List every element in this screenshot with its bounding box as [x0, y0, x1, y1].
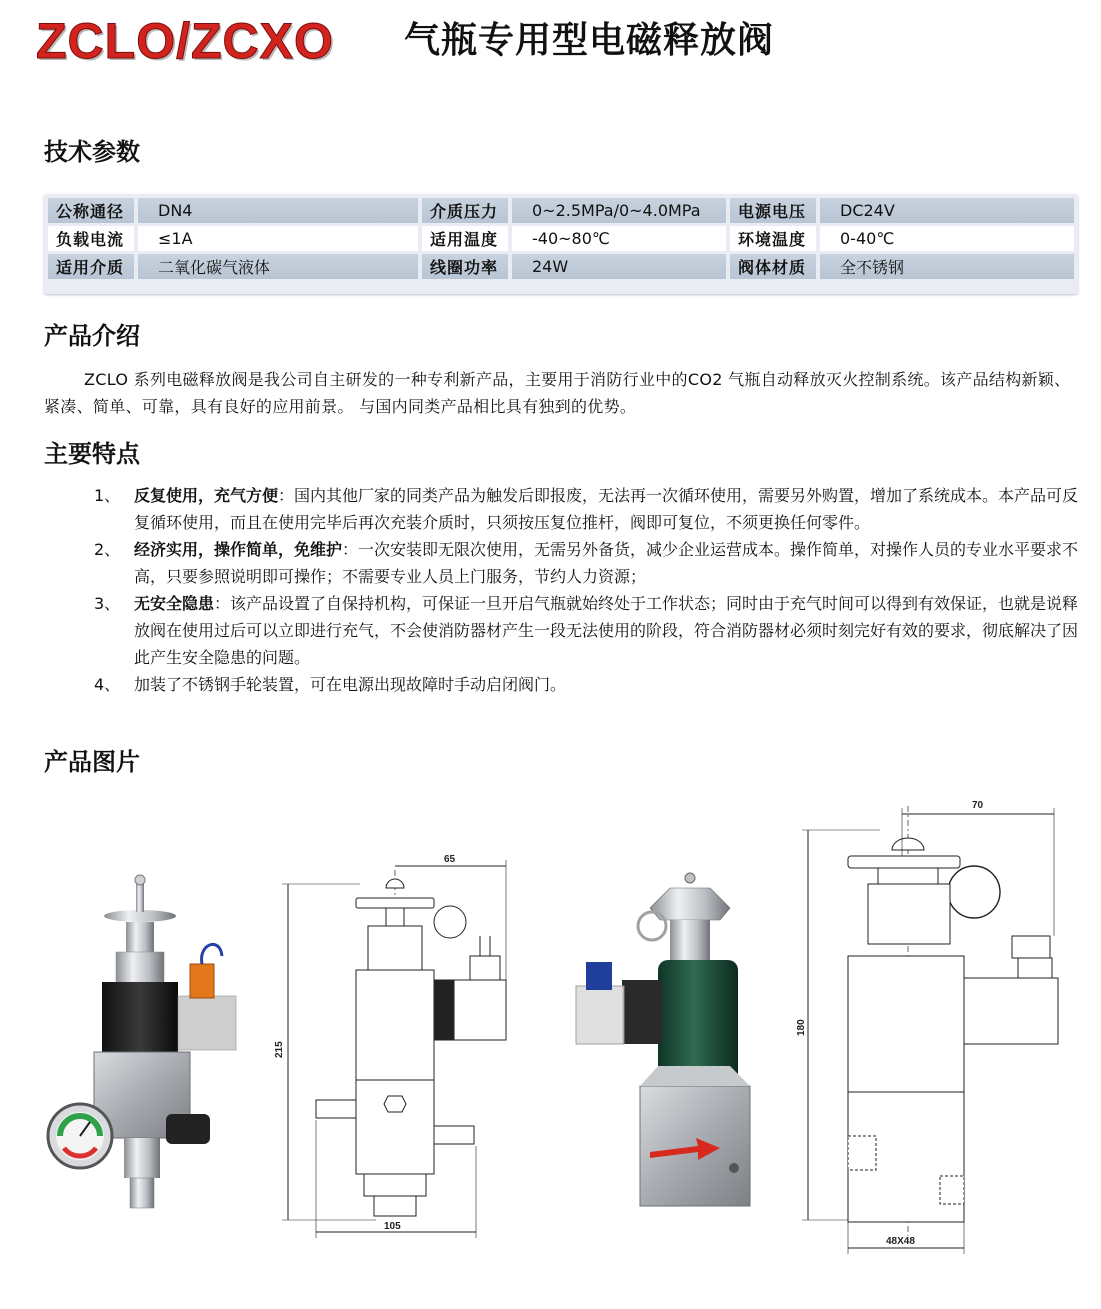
feature-list [94, 482, 1084, 698]
technical-drawing-1 [282, 860, 506, 1238]
feature-item [94, 482, 1084, 536]
spec-label: 介质压力 [422, 198, 508, 223]
spec-label: 阀体材质 [730, 254, 816, 279]
spec-value: -40~80℃ [512, 226, 726, 251]
technical-drawing-2 [802, 806, 1058, 1254]
feature-number: 4、 [94, 675, 121, 694]
feature-title: 反复使用，充气方便 [134, 486, 279, 505]
spec-label: 线圈功率 [422, 254, 508, 279]
feature-sep: ： [278, 486, 295, 505]
spec-label: 环境温度 [730, 226, 816, 251]
product-pictures-svg [30, 796, 1090, 1266]
product-pictures [30, 796, 1090, 1266]
spec-value: 全不锈钢 [820, 254, 1074, 279]
feature-title: 经济实用，操作简单，免维护 [134, 540, 343, 559]
spec-value: DC24V [820, 198, 1074, 223]
spec-table [44, 194, 1078, 294]
page-title: 气瓶专用型电磁释放阀 [404, 19, 775, 61]
spec-row [48, 198, 1074, 223]
dimension-label: 70 [972, 800, 984, 811]
feature-sep: ： [214, 594, 231, 613]
spec-value: 二氧化碳气液体 [138, 254, 418, 279]
feature-text: 国内其他厂家的同类产品为触发后即报废，无法再一次循环使用，需要另外购置，增加了系统成本。本产品可反复循环使用，而且在使用完毕后再次充装介质时，只须按压复位推杆，阀即可复位，不须更换任何零件。 [134, 486, 1079, 532]
section-heading-intro: 产品介绍 [44, 322, 140, 350]
spec-label: 电源电压 [730, 198, 816, 223]
feature-number: 3、 [94, 594, 121, 613]
feature-number: 2、 [94, 540, 121, 559]
section-heading-features: 主要特点 [44, 440, 140, 468]
dimension-label: 105 [384, 1221, 401, 1232]
spec-label: 适用介质 [48, 254, 134, 279]
feature-text: 一次安装即无限次使用，无需另外备货，减少企业运营成本。操作简单，对操作人员的专业水平要求不高，只要参照说明即可操作；不需要专业人员上门服务，节约人力资源； [134, 540, 1079, 586]
dimension-label: 215 [274, 1041, 285, 1058]
dimension-label: 180 [796, 1019, 807, 1036]
product-photo-1 [48, 875, 236, 1208]
feature-item [94, 536, 1084, 590]
spec-label: 公称通径 [48, 198, 134, 223]
spec-value: 0-40℃ [820, 226, 1074, 251]
dimension-label: 48X48 [886, 1236, 915, 1247]
feature-number: 1、 [94, 486, 121, 505]
feature-sep: ： [342, 540, 359, 559]
intro-paragraph: ZCLO 系列电磁释放阀是我公司自主研发的一种专利新产品，主要用于消防行业中的CO2 气瓶自动释放灭火控制系统。该产品结构新颖、紧凑、简单、可靠，具有良好的应用前景。 与国内同类产品相比具有独到的优势。 [44, 370, 1071, 416]
spec-value: DN4 [138, 198, 418, 223]
spec-row [48, 226, 1074, 251]
spec-value: 0~2.5MPa/0~4.0MPa [512, 198, 726, 223]
spec-row [48, 254, 1074, 279]
feature-text: 该产品设置了自保持机构，可保证一旦开启气瓶就始终处于工作状态；同时由于充气时间可以得到有效保证，也就是说释放阀在使用过后可以立即进行充气，不会使消防器材产生一段无法使用的阶段，符合消防器材必须时刻完好有效的要求，彻底解决了因此产生安全隐患的问题。 [134, 594, 1079, 667]
feature-item [94, 590, 1084, 671]
feature-title: 无安全隐患 [134, 594, 215, 613]
spec-label: 适用温度 [422, 226, 508, 251]
spec-value: ≤1A [138, 226, 418, 251]
section-heading-pictures: 产品图片 [44, 748, 140, 776]
spec-label: 负载电流 [48, 226, 134, 251]
dimension-label: 65 [444, 854, 456, 865]
spec-value: 24W [512, 254, 726, 279]
feature-item [94, 671, 1084, 698]
product-photo-2 [576, 873, 750, 1206]
brand-logo: ZCLO/ZCXO [36, 13, 334, 69]
section-heading-specs: 技术参数 [44, 138, 140, 166]
feature-text: 加装了不锈钢手轮装置，可在电源出现故障时手动启闭阀门。 [134, 675, 567, 694]
